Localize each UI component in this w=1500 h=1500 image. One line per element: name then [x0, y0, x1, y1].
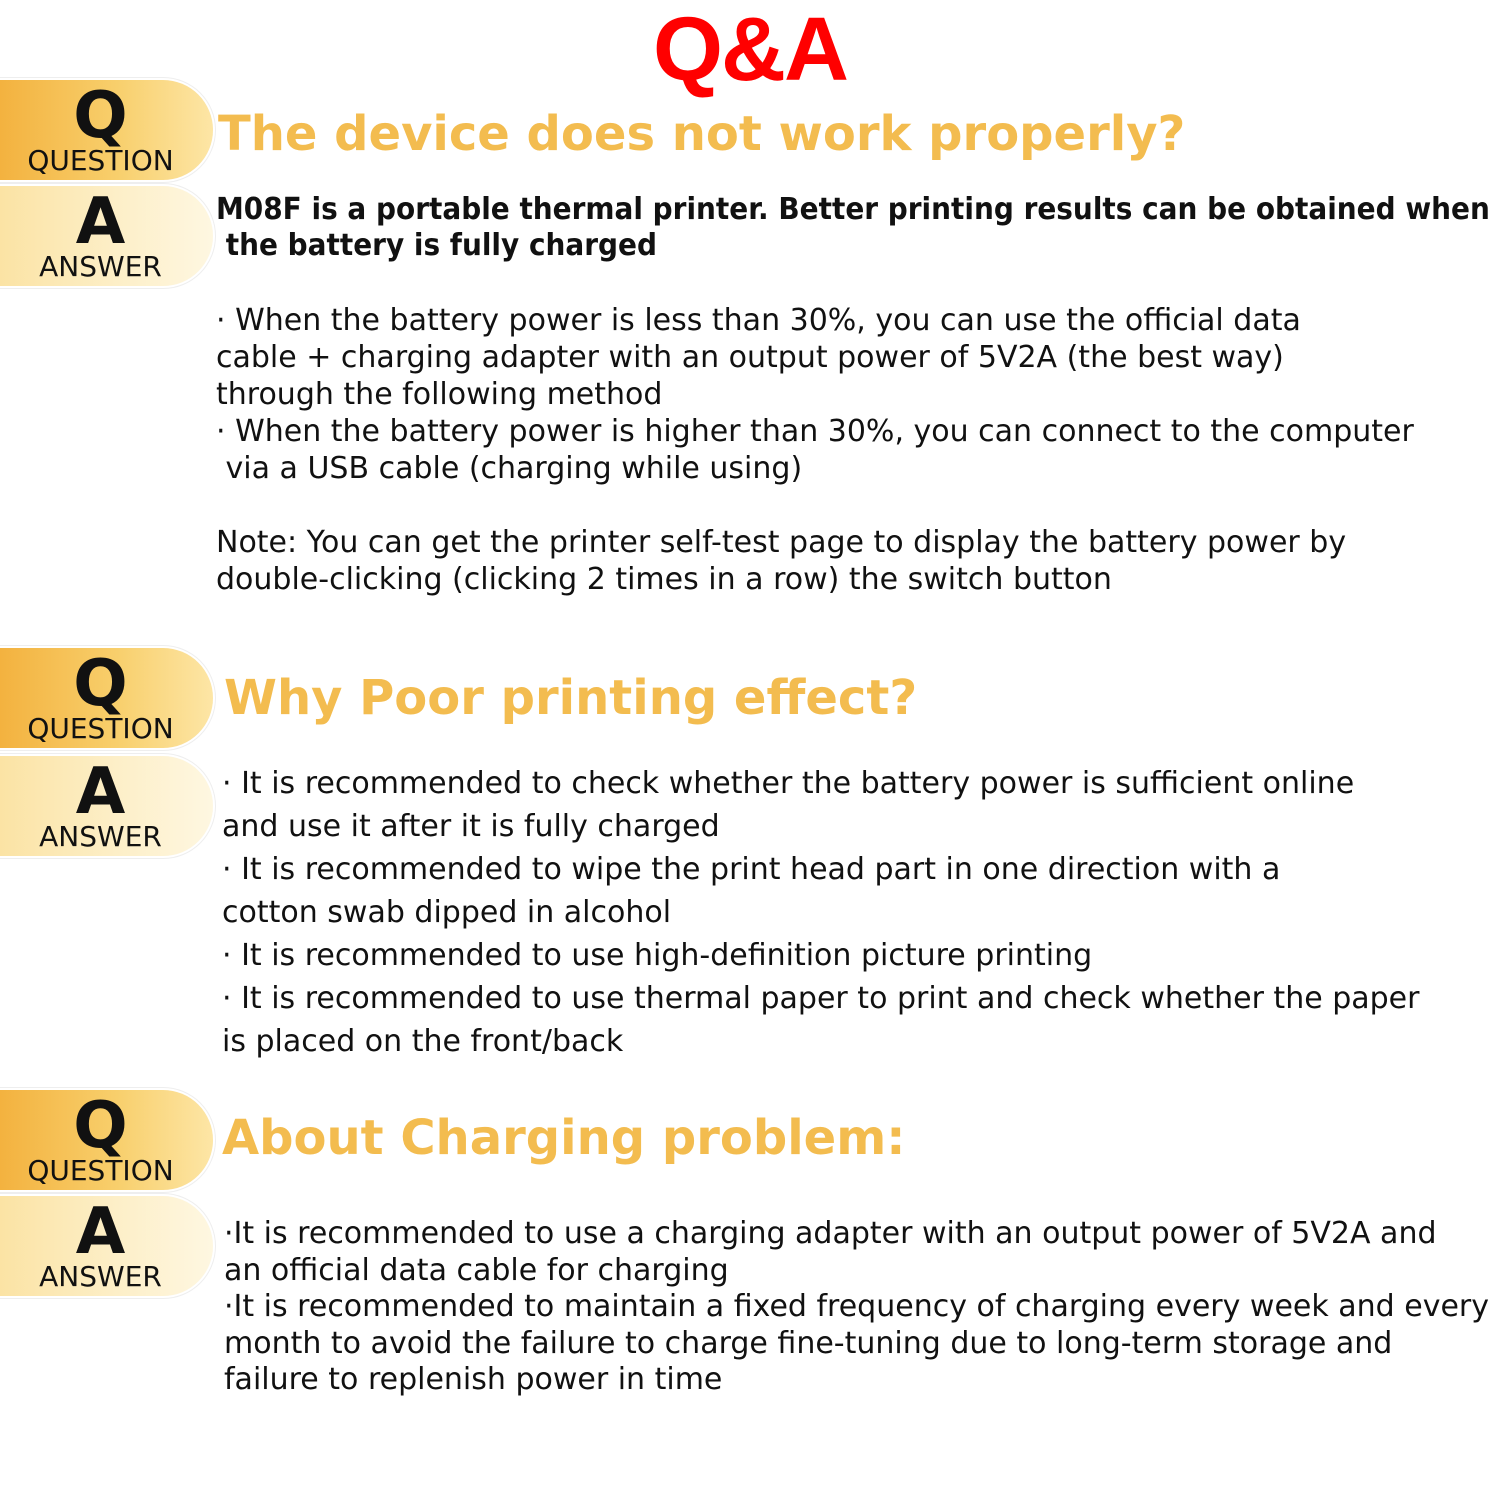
question-heading: The device does not work properly?: [218, 106, 1186, 162]
answer-lines: [224, 1216, 1489, 1399]
answer-letter: A: [75, 756, 126, 829]
answer-word: ANSWER: [39, 820, 162, 853]
answer-line: cotton swab dipped in alcohol: [222, 895, 672, 930]
answer-badge: [0, 186, 213, 286]
question-word: QUESTION: [27, 712, 174, 745]
answer-word: ANSWER: [39, 1260, 162, 1293]
answer-word: ANSWER: [39, 250, 162, 283]
answer-line: and use it after it is fully charged: [222, 809, 720, 844]
answer-line: · When the battery power is less than 30%, you can use the official data: [216, 303, 1301, 338]
answer-bullets: [216, 302, 1414, 487]
answer-line: month to avoid the failure to charge fine-tuning due to long-term storage and: [224, 1325, 1393, 1361]
answer-line: · When the battery power is higher than 30%, you can connect to the computer: [216, 414, 1414, 449]
answer-line: an official data cable for charging: [224, 1252, 729, 1288]
answer-line: · It is recommended to use high-definition picture printing: [222, 938, 1093, 973]
question-word: QUESTION: [27, 1154, 174, 1187]
answer-letter: A: [75, 1196, 126, 1269]
note-line: double-clicking (clicking 2 times in a row) the switch button: [216, 562, 1112, 597]
answer-line: the battery is fully charged: [216, 228, 657, 263]
question-letter: Q: [73, 648, 128, 721]
answer-line: · It is recommended to wipe the print head part in one direction with a: [222, 852, 1281, 887]
question-badge: [0, 80, 213, 180]
answer-intro: [216, 192, 1490, 264]
answer-line: via a USB cable (charging while using): [216, 451, 803, 486]
answer-line: · It is recommended to check whether the battery power is sufficient online: [222, 766, 1355, 801]
answer-line: ·It is recommended to use a charging adapter with an output power of 5V2A and: [224, 1216, 1437, 1251]
answer-badge: [0, 1196, 213, 1296]
page-title: Q&A: [653, 0, 847, 100]
answer-line: · It is recommended to use thermal paper to print and check whether the paper: [222, 981, 1420, 1016]
question-word: QUESTION: [27, 144, 174, 177]
answer-note: [216, 524, 1346, 598]
question-letter: Q: [73, 1090, 128, 1163]
question-heading: About Charging problem:: [222, 1110, 906, 1166]
question-heading: Why Poor printing effect?: [224, 670, 918, 726]
answer-line: M08F is a portable thermal printer. Better printing results can be obtained when: [216, 192, 1490, 227]
answer-line: cable + charging adapter with an output power of 5V2A (the best way): [216, 340, 1284, 375]
answer-badge: [0, 756, 213, 856]
answer-letter: A: [75, 186, 126, 259]
answer-line: through the following method: [216, 377, 663, 412]
answer-line: failure to replenish power in time: [224, 1362, 723, 1397]
answer-lines: [222, 762, 1419, 1063]
answer-line: ·It is recommended to maintain a fixed frequency of charging every week and every: [224, 1289, 1489, 1324]
note-line: Note: You can get the printer self-test page to display the battery power by: [216, 525, 1347, 560]
question-badge: [0, 1090, 213, 1190]
answer-line: is placed on the front/back: [222, 1024, 624, 1059]
question-badge: [0, 648, 213, 748]
question-letter: Q: [73, 80, 128, 153]
